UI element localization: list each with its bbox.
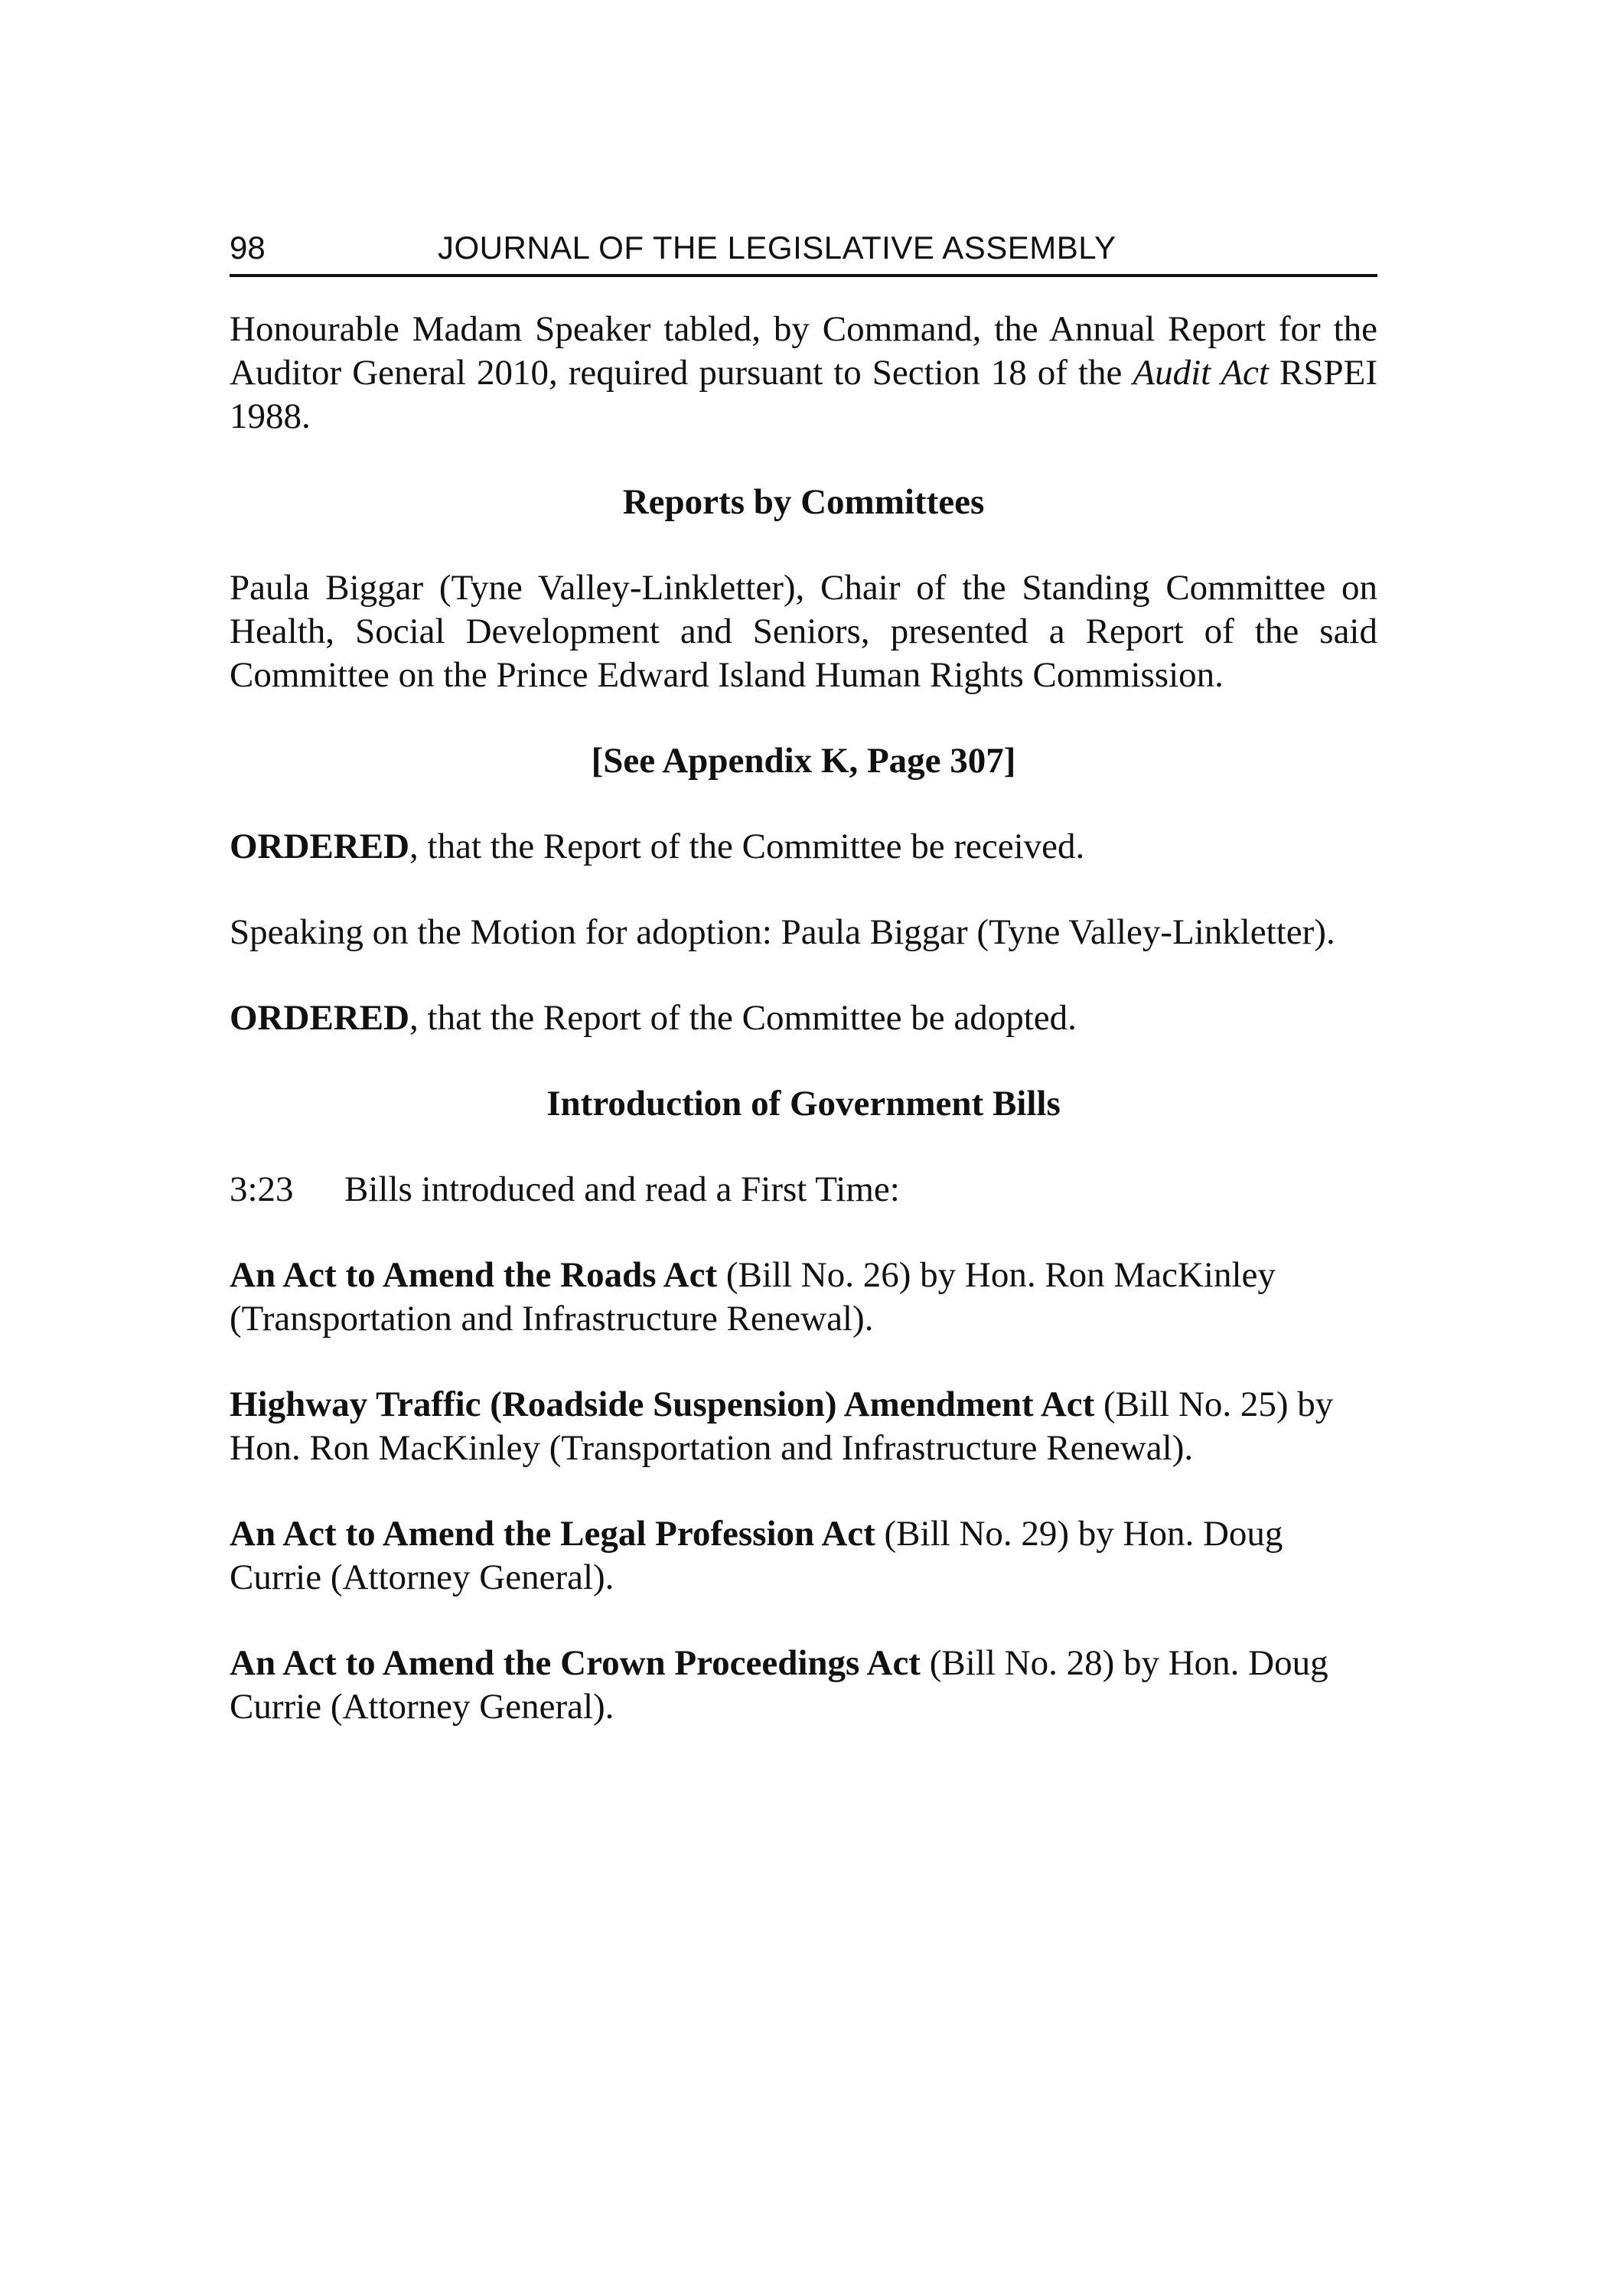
bill-title: An Act to Amend the Legal Profession Act (230, 1514, 875, 1554)
ordered-received-paragraph (230, 825, 1377, 869)
bill-entry (230, 1512, 1377, 1600)
first-reading-paragraph (230, 1168, 1377, 1212)
journal-title: JOURNAL OF THE LEGISLATIVE ASSEMBLY (438, 230, 1116, 266)
tabled-text: Honourable Madam Speaker tabled, by Command, the Annual Report for the Auditor General 2010, required pursuant to Section 18 of the (230, 309, 1377, 393)
bill-entry (230, 1642, 1377, 1729)
bill-details: (Bill No. 28) by Hon. Doug Currie (Attorney General). (230, 1643, 1328, 1727)
speaking-on-motion-paragraph: Speaking on the Motion for adoption: Paula Biggar (Tyne Valley-Linkletter). (230, 912, 1335, 952)
ordered-adopted-text: , that the Report of the Committee be adopted. (409, 998, 1077, 1038)
bill-details: (Bill No. 29) by Hon. Doug Currie (Attorney General). (230, 1514, 1283, 1597)
ordered-label: ORDERED (230, 827, 410, 866)
introduction-of-government-bills-heading: Introduction of Government Bills (546, 1084, 1061, 1124)
committee-report-paragraph: Paula Biggar (Tyne Valley-Linkletter), Chair of the Standing Committee on Health, Social Development and Seniors, presented a Report of the said Committee on the Prince Edward Island Human Rights Commission. (230, 568, 1377, 695)
bill-title: Highway Traffic (Roadside Suspension) Amendment Act (230, 1384, 1095, 1424)
reports-by-committees-heading: Reports by Committees (622, 482, 985, 522)
journal-page (230, 227, 1377, 1729)
bill-details: (Bill No. 26) by Hon. Ron MacKinley (Transportation and Infrastructure Renewal). (230, 1255, 1276, 1339)
bill-title: An Act to Amend the Roads Act (230, 1255, 718, 1295)
appendix-reference: [See Appendix K, Page 307] (591, 741, 1016, 781)
first-reading-text: Bills introduced and read a First Time: (344, 1169, 900, 1209)
time-stamp: 3:23 (230, 1169, 294, 1209)
tabled-text-end: RSPEI 1988. (230, 353, 1377, 436)
bill-title: An Act to Amend the Crown Proceedings Act (230, 1643, 921, 1683)
bill-entry (230, 1254, 1377, 1341)
ordered-label: ORDERED (230, 998, 410, 1038)
ordered-received-text: , that the Report of the Committee be received. (409, 827, 1085, 866)
tabled-report-paragraph (230, 308, 1377, 439)
running-header (230, 227, 1377, 277)
bill-entry (230, 1383, 1377, 1470)
bill-details: (Bill No. 25) by Hon. Ron MacKinley (Transportation and Infrastructure Renewal). (230, 1384, 1334, 1468)
ordered-adopted-paragraph (230, 996, 1377, 1040)
audit-act-title: Audit Act (1133, 353, 1269, 393)
page-number: 98 (230, 230, 266, 266)
